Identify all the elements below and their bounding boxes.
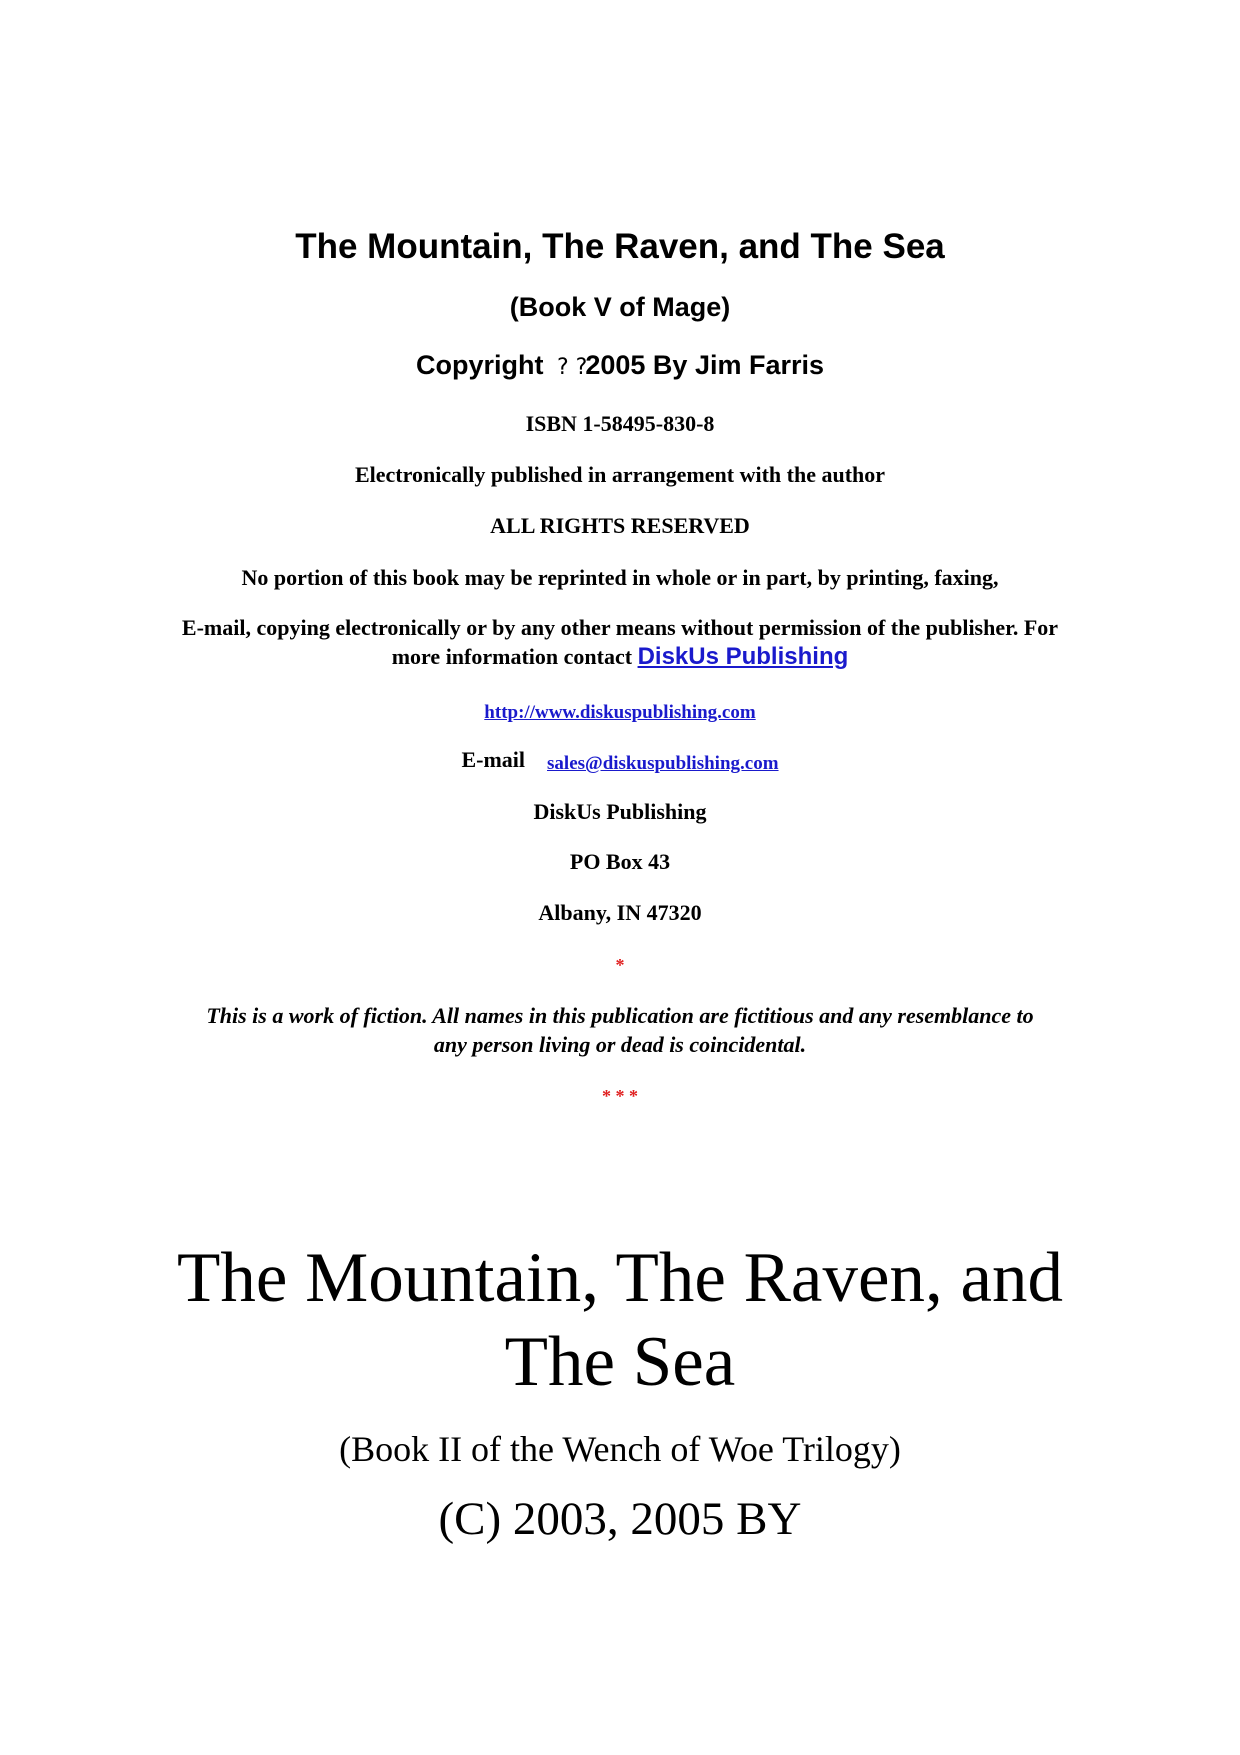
titlepage-title-line-1: The Mountain, The Raven, and: [177, 1239, 1063, 1317]
titlepage-title-line-2: The Sea: [504, 1323, 736, 1401]
website-line: [0, 702, 1240, 724]
notice-line-2: E-mail, copying electronically or by any other means without permission of the publisher. For: [181, 615, 1059, 640]
notice-line-3-prefix: more information contact: [391, 644, 633, 669]
address-box: PO Box 43: [569, 849, 671, 874]
email-line: [0, 749, 1240, 775]
notice-line-1: No portion of this book may be reprinted in whole or in part, by printing, faxing,: [241, 565, 999, 590]
website-link[interactable]: http://www.diskuspublishing.com: [484, 702, 756, 723]
book-title: The Mountain, The Raven, and The Sea: [295, 227, 945, 266]
address-name: DiskUs Publishing: [533, 799, 707, 824]
notice-line-3: [0, 643, 1240, 671]
address-city: Albany, IN 47320: [538, 900, 702, 925]
publisher-link[interactable]: DiskUs Publishing: [637, 643, 849, 670]
disclaimer-line-2: any person living or dead is coincidental.: [433, 1032, 807, 1057]
publish-statement: Electronically published in arrangement with the author: [354, 462, 886, 487]
book-subtitle: (Book V of Mage): [509, 292, 731, 322]
separator-single: *: [615, 955, 625, 975]
copyright-suffix: 2005 By Jim Farris: [585, 350, 825, 380]
copyright-line: [0, 350, 1240, 381]
disclaimer-line-1: This is a work of fiction. All names in this publication are fictitious and any resemblance to: [206, 1003, 1034, 1028]
copyright-prefix: Copyright: [415, 350, 544, 380]
isbn: ISBN 1-58495-830-8: [525, 411, 715, 436]
separator-triple: * * *: [602, 1086, 638, 1106]
email-link[interactable]: sales@diskuspublishing.com: [547, 753, 779, 774]
email-label: E-mail: [461, 747, 526, 772]
copyright-symbol: ? ?: [557, 355, 588, 380]
titlepage-subtitle: (Book II of the Wench of Woe Trilogy): [339, 1429, 901, 1469]
titlepage-copyright: (C) 2003, 2005 BY: [438, 1493, 802, 1545]
rights-reserved: ALL RIGHTS RESERVED: [490, 513, 750, 538]
